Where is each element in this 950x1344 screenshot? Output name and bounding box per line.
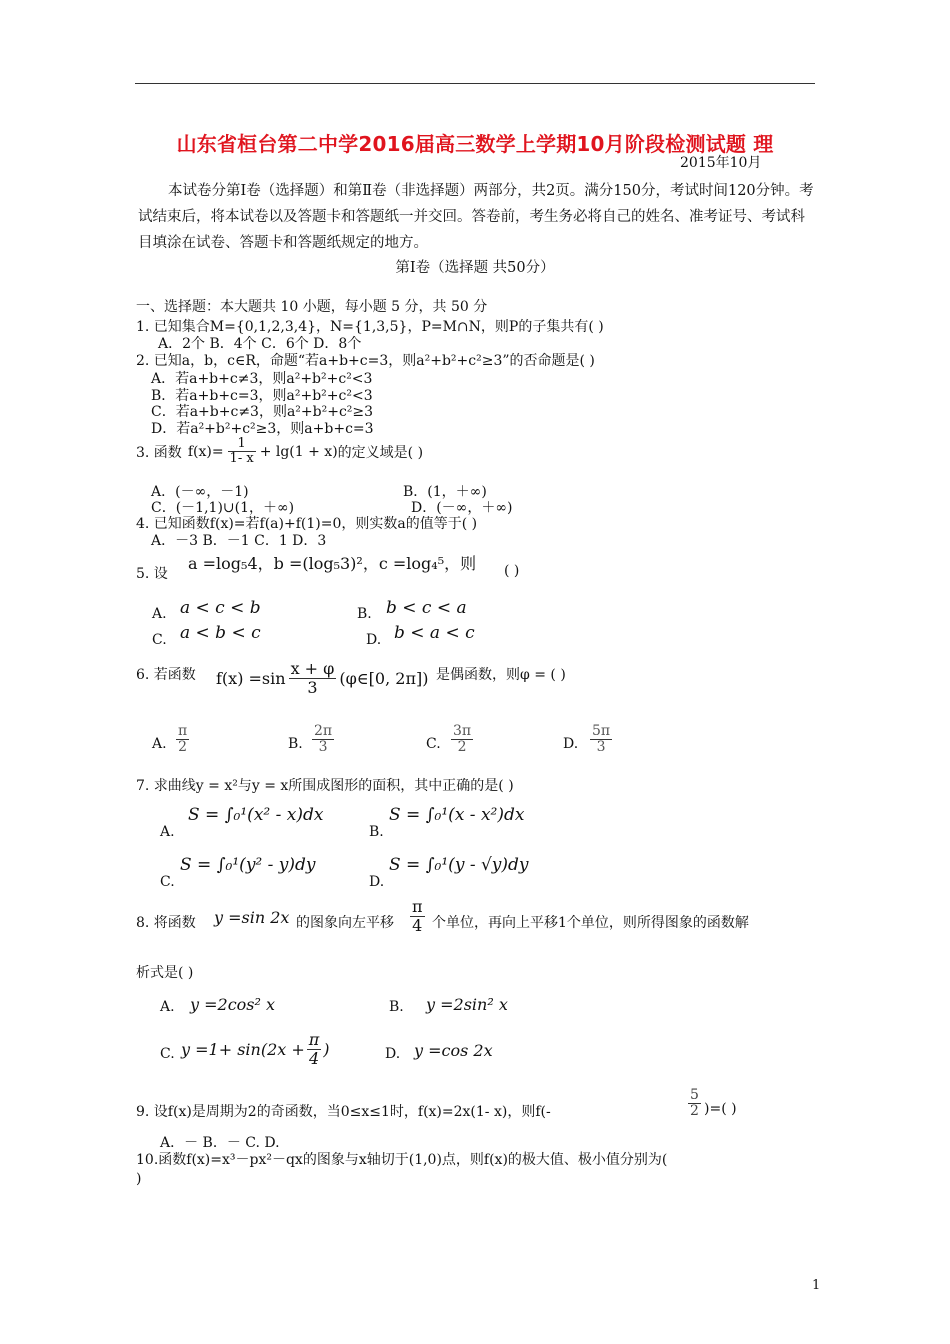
question-3-option-b: B．(1，＋∞) [403, 484, 487, 500]
question-3-option-a: A．(－∞，－1) [151, 484, 249, 500]
question-8-option-a: y =2cos² x [190, 995, 276, 1014]
question-7-option-b: S = ∫₀¹(x - x²)dx [389, 805, 525, 825]
question-6-option-d [590, 724, 612, 756]
question-8-function: y =sin 2x [214, 908, 290, 927]
question-6-option-c [451, 724, 473, 756]
question-4-options: A．－3 B．－1 C．1 D．3 [151, 533, 327, 549]
intro-paragraph [138, 178, 818, 256]
question-7-label-a: A. [160, 824, 175, 840]
question-10-stem: 10.函数f(x)=x³－px²－qx的图象与x轴切于(1,0)点，则f(x)的极大值、极小值分别为( [136, 1152, 668, 1168]
question-8-label-b: B. [389, 999, 404, 1015]
page-number: 1 [812, 1278, 821, 1293]
question-8-option-d: y =cos 2x [414, 1041, 493, 1060]
question-5-paren: ( ) [504, 563, 520, 579]
question-6-domain: (φ∈[0, 2π]) [339, 668, 429, 688]
fraction-denominator: 4 [412, 915, 423, 935]
question-6-fraction [289, 660, 337, 696]
fraction-numerator: 5π [592, 723, 611, 739]
question-7-stem: 7. 求曲线y = x²与y = x所围成图形的面积，其中正确的是( ) [136, 778, 514, 794]
fraction-denominator: 3 [307, 677, 318, 697]
question-3-prefix: 3. 函数 [136, 444, 182, 461]
question-3-fraction [228, 437, 256, 467]
question-8-mid: 的图象向左平移 [296, 915, 394, 931]
fraction-numerator: π [308, 1030, 320, 1049]
question-6-prefix: 6. 若函数 [136, 667, 196, 683]
question-6-suffix: 是偶函数，则φ = ( ) [436, 667, 566, 683]
question-6-label-d: D. [563, 736, 579, 752]
fraction-denominator: 3 [596, 739, 606, 756]
question-8-prefix: 8. 将函数 [136, 915, 196, 931]
question-3-lhs: f(x)= [187, 443, 224, 460]
fraction-denominator: 1- x [229, 451, 254, 467]
question-7-option-a: S = ∫₀¹(x² - x)dx [188, 805, 324, 825]
question-6-option-a [176, 724, 189, 756]
option-fraction [312, 724, 334, 756]
question-5-label-d: D. [366, 632, 382, 648]
option-fraction [590, 724, 612, 756]
option-c-post: ) [323, 1039, 330, 1059]
question-6-label-c: C. [426, 736, 441, 752]
question-3-stem [136, 437, 423, 467]
question-8-continuation: 析式是( ) [136, 965, 194, 981]
fraction-numerator: x + φ [290, 659, 335, 678]
question-2-option-d: D．若a²+b²+c²≥3，则a+b+c=3 [151, 421, 374, 437]
question-4-stem: 4. 已知函数f(x)=若f(a)+f(1)=0，则实数a的值等于( ) [136, 516, 478, 532]
part-heading: 一、选择题：本大题共 10 小题，每小题 5 分，共 50 分 [136, 299, 488, 315]
fraction-denominator: 2 [178, 739, 188, 756]
page-title: 山东省桓台第二中学2016届高三数学上学期10月阶段检测试题 理 [176, 132, 774, 156]
fraction-numerator: π [412, 897, 423, 916]
question-2-stem: 2. 已知a，b，c∈R，命题“若a+b+c=3，则a²+b²+c²≥3”的否命题是( ) [136, 353, 595, 369]
question-3-rest: + lg(1 + x) [259, 443, 338, 460]
header-rule [135, 83, 815, 84]
question-9-fraction [688, 1088, 701, 1120]
fraction-denominator: 4 [308, 1048, 320, 1068]
question-8-suffix: 个单位，再向上平移1个单位，则所得图象的函数解 [432, 915, 749, 931]
question-3-suffix: 的定义域是( ) [337, 444, 424, 461]
fraction-numerator: 2π [314, 723, 333, 739]
exam-date: 2015年10月 [680, 155, 762, 171]
question-2-option-a: A．若a+b+c≠3，则a²+b²+c²<3 [151, 371, 373, 387]
question-5-option-c: a < b < c [180, 623, 261, 643]
fraction-numerator: 3π [453, 723, 472, 739]
question-9-options: A．－ B．－ C. D. [160, 1135, 280, 1151]
question-7-option-c: S = ∫₀¹(y² - y)dy [180, 855, 316, 875]
question-7-option-d: S = ∫₀¹(y - √y)dy [389, 855, 529, 875]
question-1-options: A．2个 B．4个 C．6个 D．8个 [158, 336, 362, 352]
question-7-label-c: C. [160, 874, 175, 890]
question-5-option-b: b < c < a [386, 598, 467, 618]
question-6-option-b [312, 724, 334, 756]
question-6-label-b: B. [288, 736, 303, 752]
question-9-arg [688, 1088, 701, 1120]
question-2-option-c: C．若a+b+c≠3，则a²+b²+c²≥3 [151, 404, 374, 420]
option-c-pre: y =1+ sin(2x + [181, 1039, 305, 1059]
fraction-denominator: 2 [457, 739, 467, 756]
question-6-lhs: f(x) =sin [216, 668, 286, 688]
question-5-option-a: a < c < b [180, 598, 261, 618]
question-1-stem: 1. 已知集合M={0,1,2,3,4}，N={1,3,5}，P=M∩N，则P的子集共有( ) [136, 319, 604, 335]
question-10-continuation: ) [136, 1171, 142, 1187]
question-5-label-b: B. [357, 606, 372, 622]
option-fraction [176, 724, 189, 756]
intro-text: 本试卷分第Ⅰ卷（选择题）和第Ⅱ卷（非选择题）两部分，共2页。满分150分，考试时间120分钟。考试结束后，将本试卷以及答题卡和答题纸一并交回。答卷前，考生务必将自己的姓名、准考证号、考试科目填涂在试卷、答题卡和答题纸规定的地方。 [138, 183, 814, 251]
question-7-label-b: B. [369, 824, 384, 840]
question-2-option-b: B．若a+b+c=3，则a²+b²+c²<3 [151, 388, 373, 404]
fraction-numerator: π [178, 723, 188, 739]
question-5-option-d: b < a < c [394, 623, 475, 643]
question-8-label-d: D. [385, 1046, 401, 1062]
question-8-option-c [181, 1031, 330, 1067]
option-c-fraction [307, 1031, 322, 1067]
question-7-label-d: D. [369, 874, 385, 890]
question-5-expression: a =log₅4，b =(log₅3)²，c =log₄⁵，则 [188, 554, 477, 573]
question-8-fraction [410, 898, 425, 934]
question-5-label-a: A. [152, 606, 167, 622]
question-8-label-c: C. [160, 1046, 175, 1062]
fraction-denominator: 3 [318, 739, 328, 756]
question-9-stem: 9. 设f(x)是周期为2的奇函数，当0≤x≤1时，f(x)=2x(1- x)，则f(- [136, 1104, 551, 1120]
question-5-prefix: 5. 设 [136, 566, 168, 582]
fraction-denominator: 2 [690, 1103, 699, 1120]
option-fraction [451, 724, 473, 756]
fraction-numerator: 1 [228, 437, 256, 452]
question-5-label-c: C. [152, 632, 167, 648]
question-3-option-c: C．(－1,1)∪(1，＋∞) [151, 500, 295, 516]
fraction-numerator: 5 [690, 1087, 699, 1103]
question-3-option-d: D．(－∞，＋∞) [411, 500, 513, 516]
question-6-label-a: A. [152, 736, 167, 752]
section-heading: 第Ⅰ卷（选择题 共50分） [395, 260, 555, 276]
question-6-formula [216, 660, 428, 696]
question-8-shift [410, 898, 425, 934]
question-8-label-a: A. [160, 999, 175, 1015]
question-9-suffix: )=( ) [704, 1101, 737, 1117]
question-8-option-b: y =2sin² x [426, 995, 508, 1014]
